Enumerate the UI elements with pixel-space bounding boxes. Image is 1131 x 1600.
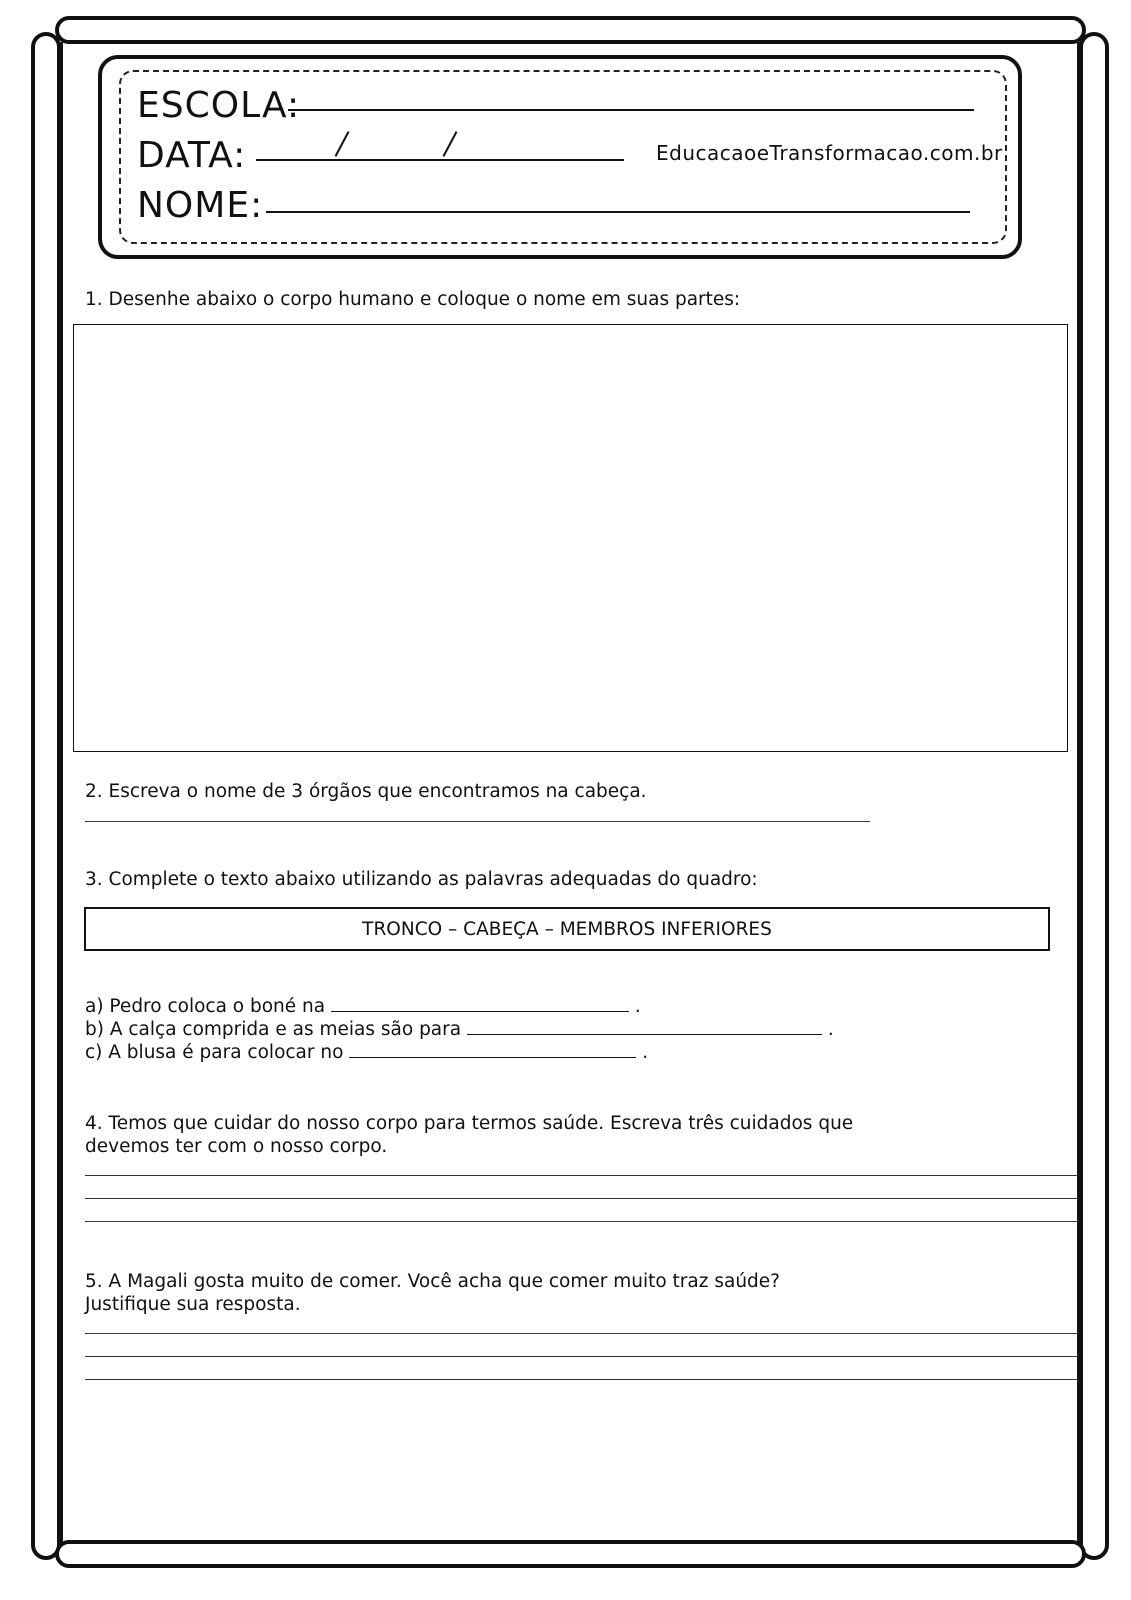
nome-label: NOME: [137,185,264,226]
answer-line-q2[interactable] [85,821,870,822]
question-3: 3. Complete o texto abaixo utilizando as palavras adequadas do quadro: [85,869,758,890]
question-5-line-1: 5. A Magali gosta muito de comer. Você acha que comer muito traz saúde? [85,1271,780,1292]
data-field[interactable] [256,159,624,161]
question-3c [85,1041,648,1064]
question-3a-text: a) Pedro coloca o boné na [85,996,331,1017]
escola-field[interactable] [288,109,974,111]
answer-line-q4-3[interactable] [85,1221,1078,1222]
period-3a: . [634,996,641,1017]
period-3c: . [642,1042,649,1063]
question-1: 1. Desenhe abaixo o corpo humano e coloque o nome em suas partes: [85,289,741,310]
scroll-frame-top [55,16,1086,44]
answer-line-q5-2[interactable] [85,1356,1078,1357]
scroll-frame-bottom [55,1540,1086,1568]
drawing-area[interactable] [73,324,1068,752]
period-3b: . [827,1019,834,1040]
nome-field[interactable] [266,211,970,213]
question-3b [85,1018,834,1041]
question-3a [85,995,641,1018]
word-box: TRONCO – CABEÇA – MEMBROS INFERIORES [84,907,1050,951]
question-4-line-1: 4. Temos que cuidar do nosso corpo para termos saúde. Escreva três cuidados que [85,1113,854,1134]
blank-3c[interactable] [349,1041,636,1058]
question-5-line-2: Justifique sua resposta. [85,1294,301,1315]
scroll-frame-right [1079,32,1109,1560]
question-3c-text: c) A blusa é para colocar no [85,1042,350,1063]
answer-line-q4-2[interactable] [85,1198,1078,1199]
answer-line-q5-3[interactable] [85,1379,1078,1380]
blank-3a[interactable] [331,995,629,1012]
question-4-line-2: devemos ter com o nosso corpo. [85,1136,388,1157]
question-2: 2. Escreva o nome de 3 órgãos que encontramos na cabeça. [85,781,647,802]
question-3b-text: b) A calça comprida e as meias são para [85,1019,467,1040]
answer-line-q4-1[interactable] [85,1175,1078,1176]
data-label: DATA: [137,135,247,176]
answer-line-q5-1[interactable] [85,1333,1078,1334]
scroll-frame-left [31,32,61,1560]
blank-3b[interactable] [467,1018,822,1035]
site-watermark: EducacaoeTransformacao.com.br [656,141,1003,165]
escola-label: ESCOLA: [137,85,301,126]
